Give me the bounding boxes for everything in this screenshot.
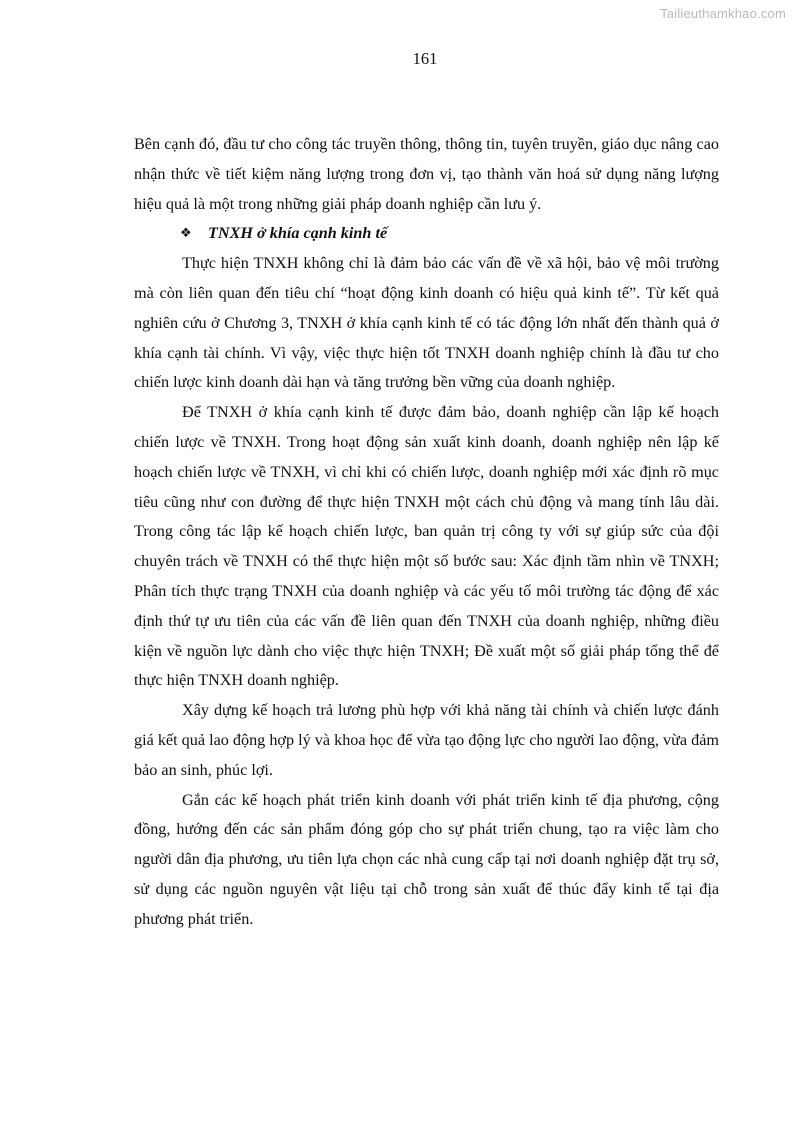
paragraph-strategic-plan: Để TNXH ở khía cạnh kinh tế được đảm bảo, doanh nghiệp cần lập kế hoạch chiến lược về TNXH. Trong hoạt động sản xuất kinh doanh, doanh nghiệp nên lập kế hoạch chiến lược về TNXH, vì chỉ khi có chiến lược, doanh nghiệp mới xác định rõ mục tiêu cũng như con đường để thực hiện TNXH một cách chủ động và mang tính lâu dài. Trong công tác lập kế hoạch chiến lược, ban quản trị công ty với sự giúp sức của đội chuyên trách về TNXH có thể thực hiện một số bước sau: Xác định tầm nhìn về TNXH; Phân tích thực trạng TNXH của doanh nghiệp và các yếu tố môi trường tác động để xác định thứ tự ưu tiên của các vấn đề liên quan đến TNXH của doanh nghiệp, những điều kiện về nguồn lực dành cho việc thực hiện TNXH; Đề xuất một số giải pháp tổng thể để thực hiện TNXH doanh nghiệp.	[134, 403, 719, 690]
diamond-bullet-icon: ❖	[180, 226, 192, 242]
paragraph-intro: Bên cạnh đó, đầu tư cho công tác truyền thông, thông tin, tuyên truyền, giáo dục nâng cao nhận thức về tiết kiệm năng lượng trong đơn vị, tạo thành văn hoá sử dụng năng lượng hiệu quả là một trong những giải pháp doanh nghiệp cần lưu ý.	[134, 135, 719, 213]
document-body	[134, 130, 719, 935]
paragraph-economic-responsibility: Thực hiện TNXH không chỉ là đảm bảo các vấn đề về xã hội, bảo vệ môi trường mà còn liên quan đến tiêu chí “hoạt động kinh doanh có hiệu quả kinh tế”. Từ kết quả nghiên cứu ở Chương 3, TNXH ở khía cạnh kinh tế có tác động lớn nhất đến thành quả ở khía cạnh tài chính. Vì vậy, việc thực hiện tốt TNXH doanh nghiệp chính là đầu tư cho chiến lược kinh doanh dài hạn và tăng trưởng bền vững của doanh nghiệp.	[134, 254, 719, 392]
paragraph-local-development: Gắn các kế hoạch phát triển kinh doanh với phát triển kinh tế địa phương, cộng đồng, hướng đến các sản phẩm đóng góp cho sự phát triển chung, tạo ra việc làm cho người dân địa phương, ưu tiên lựa chọn các nhà cung cấp tại nơi doanh nghiệp đặt trụ sở, sử dụng các nguồn nguyên vật liệu tại chỗ trong sản xuất để thúc đẩy kinh tế tại địa phương phát triển.	[134, 790, 719, 928]
section-heading-text: TNXH ở khía cạnh kinh tế	[208, 224, 388, 243]
section-heading	[134, 219, 719, 249]
watermark: Tailieuthamkhao.com	[660, 6, 786, 21]
paragraph-salary-plan: Xây dựng kế hoạch trả lương phù hợp với khả năng tài chính và chiến lược đánh giá kết quả lao động hợp lý và khoa học để vừa tạo động lực cho người lao động, vừa đảm bảo an sinh, phúc lợi.	[134, 701, 719, 779]
page-number: 161	[412, 49, 438, 68]
